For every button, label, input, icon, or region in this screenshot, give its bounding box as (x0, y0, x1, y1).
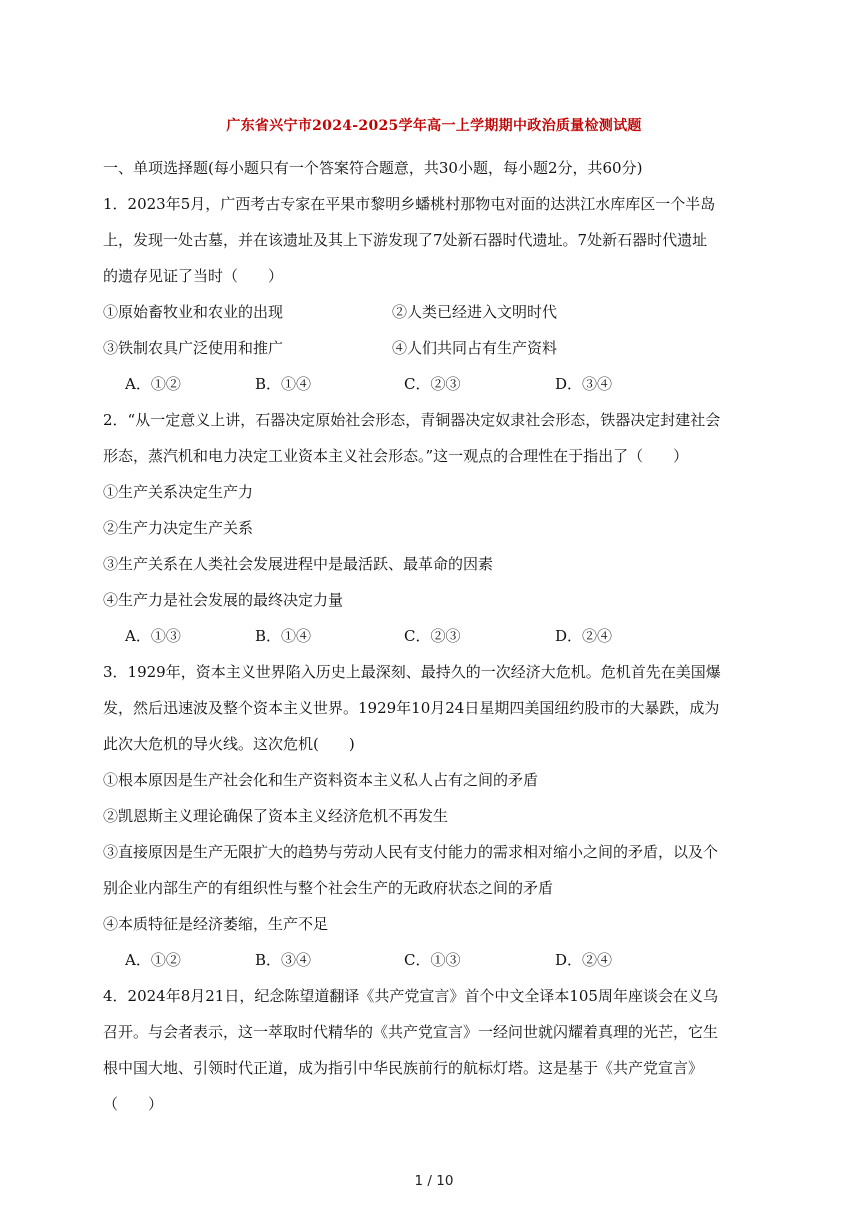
statement: ③直接原因是生产无限扩大的趋势与劳动人民有支付能力的需求相对缩小之间的矛盾，以及个 (103, 843, 719, 861)
question-stem-line: 根中国大地、引领时代正道，成为指引中华民族前行的航标灯塔。这是基于《共产党宣言》 (103, 1059, 704, 1077)
statement: 别企业内部生产的有组织性与整个社会生产的无政府状态之间的矛盾 (103, 879, 554, 897)
option-d: D．③④ (555, 375, 613, 393)
option-c: C．②③ (404, 375, 461, 393)
statement: ①生产关系决定生产力 (103, 483, 254, 501)
question-stem-line: 4．2024年8月21日，纪念陈望道翻译《共产党宣言》首个中文全译本105周年座谈会在义乌 (103, 987, 718, 1005)
option-a: A．①③ (125, 627, 181, 645)
question-stem-line: 形态，蒸汽机和电力决定工业资本主义社会形态。”这一观点的合理性在于指出了（ ） (103, 447, 689, 465)
option-d: D．②④ (555, 627, 613, 645)
statement: ②凯恩斯主义理论确保了资本主义经济危机不再发生 (103, 807, 449, 825)
question-stem-line: 的遗存见证了当时（ ） (103, 267, 284, 285)
option-b: B．①④ (255, 375, 312, 393)
question-stem-line: 1．2023年5月，广西考古专家在平果市黎明乡蟠桃村那物屯对面的达洪江水库库区一个半岛 (103, 195, 716, 213)
option-a: A．①② (125, 375, 181, 393)
statement: ①原始畜牧业和农业的出现 (103, 303, 284, 321)
statement: ③铁制农具广泛使用和推广 (103, 339, 284, 357)
question-stem-line: （ ） (103, 1095, 164, 1113)
section-heading: 一、单项选择题(每小题只有一个答案符合题意，共30小题，每小题2分，共60分) (103, 159, 643, 177)
question-stem-line: 2．“从一定意义上讲，石器决定原始社会形态，青铜器决定奴隶社会形态，铁器决定封建社会 (103, 411, 721, 429)
option-b: B．③④ (255, 951, 312, 969)
page-indicator: 1 / 10 (414, 1173, 454, 1189)
option-c: C．②③ (404, 627, 461, 645)
statement: ②生产力决定生产关系 (103, 519, 254, 537)
statement: ①根本原因是生产社会化和生产资料资本主义私人占有之间的矛盾 (103, 771, 539, 789)
option-d: D．②④ (555, 951, 613, 969)
statement: ②人类已经进入文明时代 (392, 303, 558, 321)
statement: ④生产力是社会发展的最终决定力量 (103, 591, 344, 609)
option-c: C．①③ (404, 951, 461, 969)
question-stem-line: 召开。与会者表示，这一萃取时代精华的《共产党宣言》一经问世就闪耀着真理的光芒，它生 (103, 1023, 719, 1041)
question-stem-line: 此次大危机的导火线。这次危机( ) (103, 735, 355, 753)
statement: ④人们共同占有生产资料 (392, 339, 558, 357)
document-title: 广东省兴宁市2024-2025学年高一上学期期中政治质量检测试题 (226, 118, 642, 134)
question-stem-line: 发，然后迅速波及整个资本主义世界。1929年10月24日星期四美国纽约股市的大暴跌，成为 (103, 699, 720, 717)
option-b: B．①④ (255, 627, 312, 645)
statement: ④本质特征是经济萎缩，生产不足 (103, 915, 329, 933)
statement: ③生产关系在人类社会发展进程中是最活跃、最革命的因素 (103, 555, 494, 573)
question-stem-line: 3．1929年，资本主义世界陷入历史上最深刻、最持久的一次经济大危机。危机首先在美国爆 (103, 663, 721, 681)
option-a: A．①② (125, 951, 181, 969)
question-stem-line: 上，发现一处古墓，并在该遗址及其上下游发现了7处新石器时代遗址。7处新石器时代遗址 (103, 231, 708, 249)
